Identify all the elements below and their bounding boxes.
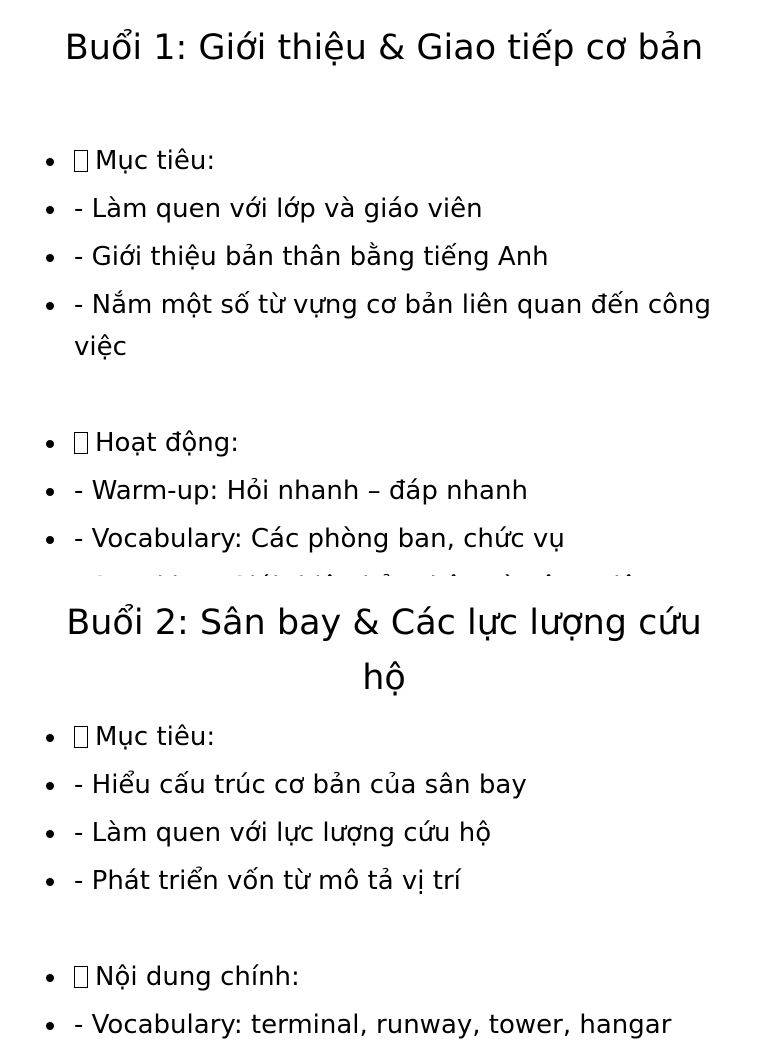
missing-glyph-icon — [74, 150, 88, 172]
section-label: Mục tiêu: — [95, 146, 216, 176]
list-item — [40, 470, 728, 512]
list-item — [40, 236, 728, 278]
list-item — [40, 518, 728, 560]
list-item — [40, 860, 728, 902]
list-item — [40, 140, 728, 182]
bullet-dot-icon — [46, 1022, 54, 1030]
list-item — [40, 764, 728, 806]
list-item — [40, 284, 728, 368]
slide-title: Buổi 2: Sân bay & Các lực lượng cứu hộ — [66, 603, 702, 698]
list-item-text: - Làm quen với lực lượng cứu hộ — [74, 818, 492, 848]
section-label: Mục tiêu: — [95, 722, 216, 752]
list-item-text: - Vocabulary: terminal, runway, tower, hangar — [74, 1010, 672, 1040]
bullet-dot-icon — [46, 974, 54, 982]
missing-glyph-icon — [74, 726, 88, 748]
list-item — [40, 188, 728, 230]
list-item-text: - Làm quen với lớp và giáo viên — [74, 194, 483, 224]
slide-2 — [0, 576, 768, 1040]
list-item-text: - Nắm một số từ vựng cơ bản liên quan đến công việc — [74, 290, 711, 362]
bullet-list — [40, 140, 728, 614]
section-label: Hoạt động: — [95, 428, 240, 458]
bullet-dot-icon — [46, 536, 54, 544]
bullet-dot-icon — [46, 830, 54, 838]
bullet-dot-icon — [46, 488, 54, 496]
bullet-dot-icon — [46, 254, 54, 262]
bullet-dot-icon — [46, 440, 54, 448]
bullet-list — [40, 716, 728, 1052]
section-label: Nội dung chính: — [95, 962, 300, 992]
list-item-text: - Giới thiệu bản thân bằng tiếng Anh — [74, 242, 549, 272]
bullet-dot-icon — [46, 734, 54, 742]
list-item-text: - Hiểu cấu trúc cơ bản của sân bay — [74, 770, 527, 800]
missing-glyph-icon — [74, 432, 88, 454]
slide-title: Buổi 1: Giới thiệu & Giao tiếp cơ bản — [64, 28, 704, 68]
list-item — [40, 716, 728, 758]
missing-glyph-icon — [74, 966, 88, 988]
bullet-dot-icon — [46, 302, 54, 310]
list-item — [40, 812, 728, 854]
list-item — [40, 956, 728, 998]
bullet-dot-icon — [46, 782, 54, 790]
bullet-dot-icon — [46, 878, 54, 886]
bullet-dot-icon — [46, 206, 54, 214]
list-item — [40, 1004, 728, 1046]
bullet-dot-icon — [46, 158, 54, 166]
list-item-text: - Warm-up: Hỏi nhanh – đáp nhanh — [74, 476, 528, 506]
list-item-text: - Vocabulary: Các phòng ban, chức vụ — [74, 524, 565, 554]
list-item-text: - Phát triển vốn từ mô tả vị trí — [74, 866, 461, 896]
list-item — [40, 422, 728, 464]
